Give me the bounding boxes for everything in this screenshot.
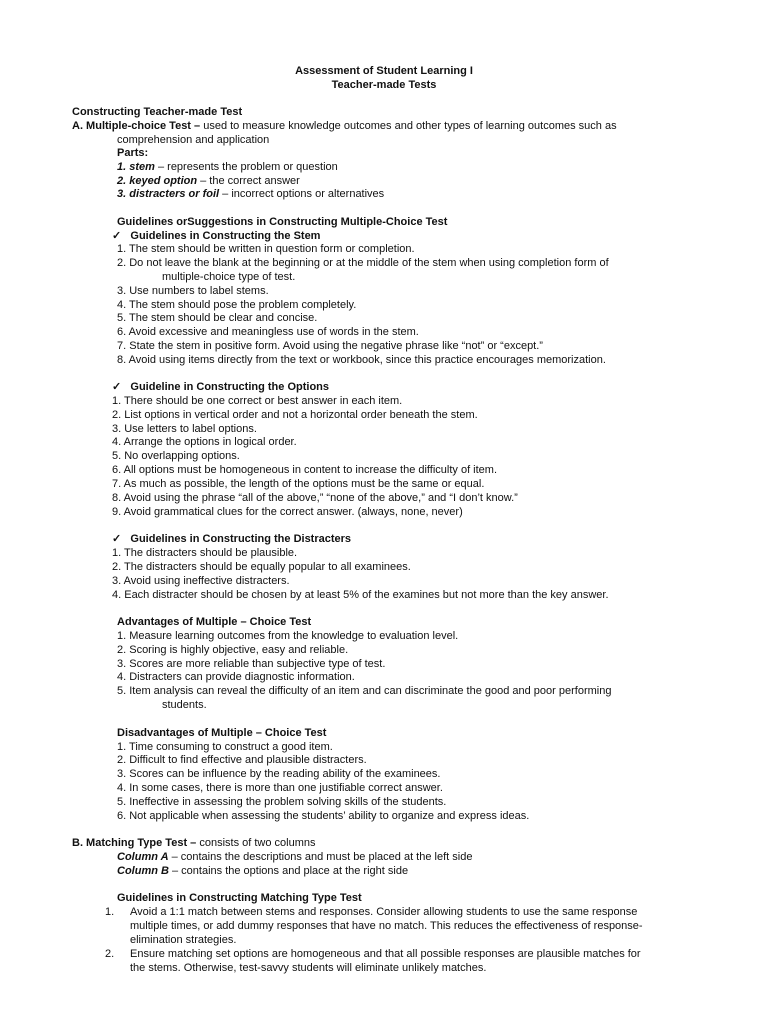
column-b-def xyxy=(117,865,408,878)
list-item: 7. As much as possible, the length of the options must be the same or equal. xyxy=(112,478,485,490)
disadvantages-heading: Disadvantages of Multiple – Choice Test xyxy=(117,727,327,739)
list-item: 5. Ineffective in assessing the problem solving skills of the students. xyxy=(117,796,447,808)
list-item-continued: multiple times, or add dummy responses that have no match. This reduces the effectiveness of response- xyxy=(130,920,643,932)
subheading-text: Guidelines in Constructing the Distracters xyxy=(130,533,352,545)
part-item xyxy=(117,175,300,188)
list-item: 4. The stem should pose the problem completely. xyxy=(117,299,357,311)
list-item: 3. Scores can be influence by the reading ability of the examinees. xyxy=(117,768,441,780)
list-item: 6. Not applicable when assessing the students’ ability to organize and express ideas. xyxy=(117,810,530,822)
list-item: 2. The distracters should be equally popular to all examinees. xyxy=(112,561,411,573)
subheading-text: Guideline in Constructing the Options xyxy=(130,381,329,393)
part-item xyxy=(117,188,384,201)
list-item-continued: elimination strategies. xyxy=(130,934,237,946)
column-term: Column A xyxy=(117,851,169,863)
mc-desc: used to measure knowledge outcomes and other types of learning outcomes such as xyxy=(200,120,617,132)
list-item: 3. Avoid using ineffective distracters. xyxy=(112,575,290,587)
list-number: 2. xyxy=(105,948,115,960)
subheading-stem xyxy=(112,230,320,243)
list-item: 4. Distracters can provide diagnostic information. xyxy=(117,671,355,683)
mc-intro xyxy=(72,120,617,133)
list-item: 2. List options in vertical order and not a horizontal order beneath the stem. xyxy=(112,409,478,421)
list-item: Avoid a 1:1 match between stems and responses. Consider allowing students to use the same response xyxy=(130,906,638,918)
list-item: 5. The stem should be clear and concise. xyxy=(117,312,318,324)
check-icon: ✓ xyxy=(112,533,122,545)
part-item xyxy=(117,161,338,174)
list-item: 8. Avoid using items directly from the text or workbook, since this practice encourages memorization. xyxy=(117,354,606,366)
list-number: 1. xyxy=(105,906,115,918)
list-item: 1. The stem should be written in question form or completion. xyxy=(117,243,415,255)
list-item: 5. Item analysis can reveal the difficulty of an item and can discriminate the good and poor performing xyxy=(117,685,612,697)
part-def: – represents the problem or question xyxy=(154,161,338,173)
list-item-continued: students. xyxy=(162,699,207,711)
list-item: 2. Scoring is highly objective, easy and reliable. xyxy=(117,644,349,656)
matching-desc: consists of two columns xyxy=(196,837,316,849)
parts-label: Parts: xyxy=(117,147,149,159)
part-def: – incorrect options or alternatives xyxy=(219,188,385,200)
list-item: 4. Each distracter should be chosen by at least 5% of the examines but not more than the key answer. xyxy=(112,589,609,601)
part-def: – the correct answer xyxy=(197,175,300,187)
mc-desc-continued: comprehension and application xyxy=(117,134,270,146)
list-item: 4. In some cases, there is more than one justifiable correct answer. xyxy=(117,782,443,794)
list-item: 8. Avoid using the phrase “all of the above,” “none of the above,” and “I don’t know.” xyxy=(112,492,518,504)
matching-guidelines-heading: Guidelines in Constructing Matching Type Test xyxy=(117,892,362,904)
document-subtitle: Teacher-made Tests xyxy=(331,79,437,91)
matching-heading: B. Matching Type Test – xyxy=(72,837,197,849)
advantages-heading: Advantages of Multiple – Choice Test xyxy=(117,616,312,628)
subheading-options xyxy=(112,381,329,394)
part-term: 3. distracters or foil xyxy=(117,188,220,200)
list-item: 2. Difficult to find effective and plausible distracters. xyxy=(117,754,367,766)
list-item: 3. Use letters to label options. xyxy=(112,423,257,435)
list-item: 6. Avoid excessive and meaningless use of words in the stem. xyxy=(117,326,419,338)
list-item: Ensure matching set options are homogeneous and that all possible responses are plausible matches for xyxy=(130,948,641,960)
list-item: 9. Avoid grammatical clues for the correct answer. (always, none, never) xyxy=(112,506,463,518)
part-term: 1. stem xyxy=(117,161,155,173)
list-item-continued: multiple-choice type of test. xyxy=(162,271,296,283)
list-item: 3. Scores are more reliable than subjective type of test. xyxy=(117,658,386,670)
list-item: 5. No overlapping options. xyxy=(112,450,240,462)
check-icon: ✓ xyxy=(112,230,122,242)
part-term: 2. keyed option xyxy=(117,175,198,187)
column-def: – contains the options and place at the right side xyxy=(168,865,409,877)
matching-intro xyxy=(72,837,316,850)
section-heading: Constructing Teacher-made Test xyxy=(72,106,243,118)
list-item-continued: the stems. Otherwise, test-savvy students will eliminate unlikely matches. xyxy=(130,962,487,974)
list-item: 2. Do not leave the blank at the beginning or at the middle of the stem when using completion form of xyxy=(117,257,609,269)
list-item: 1. The distracters should be plausible. xyxy=(112,547,298,559)
mc-heading: A. Multiple-choice Test – xyxy=(72,120,201,132)
list-item: 1. Time consuming to construct a good item. xyxy=(117,741,333,753)
column-term: Column B xyxy=(117,865,169,877)
check-icon: ✓ xyxy=(112,381,122,393)
column-def: – contains the descriptions and must be placed at the left side xyxy=(168,851,473,863)
subheading-distracters xyxy=(112,533,351,546)
guidelines-heading: Guidelines orSuggestions in Constructing Multiple-Choice Test xyxy=(117,216,448,228)
list-item: 7. State the stem in positive form. Avoid using the negative phrase like “not” or “except.” xyxy=(117,340,543,352)
list-item: 1. Measure learning outcomes from the knowledge to evaluation level. xyxy=(117,630,459,642)
column-a-def xyxy=(117,851,472,864)
list-item: 6. All options must be homogeneous in content to increase the difficulty of item. xyxy=(112,464,498,476)
document-title: Assessment of Student Learning I xyxy=(295,65,473,77)
list-item: 4. Arrange the options in logical order. xyxy=(112,436,297,448)
list-item: 1. There should be one correct or best answer in each item. xyxy=(112,395,403,407)
list-item: 3. Use numbers to label stems. xyxy=(117,285,269,297)
subheading-text: Guidelines in Constructing the Stem xyxy=(130,230,321,242)
